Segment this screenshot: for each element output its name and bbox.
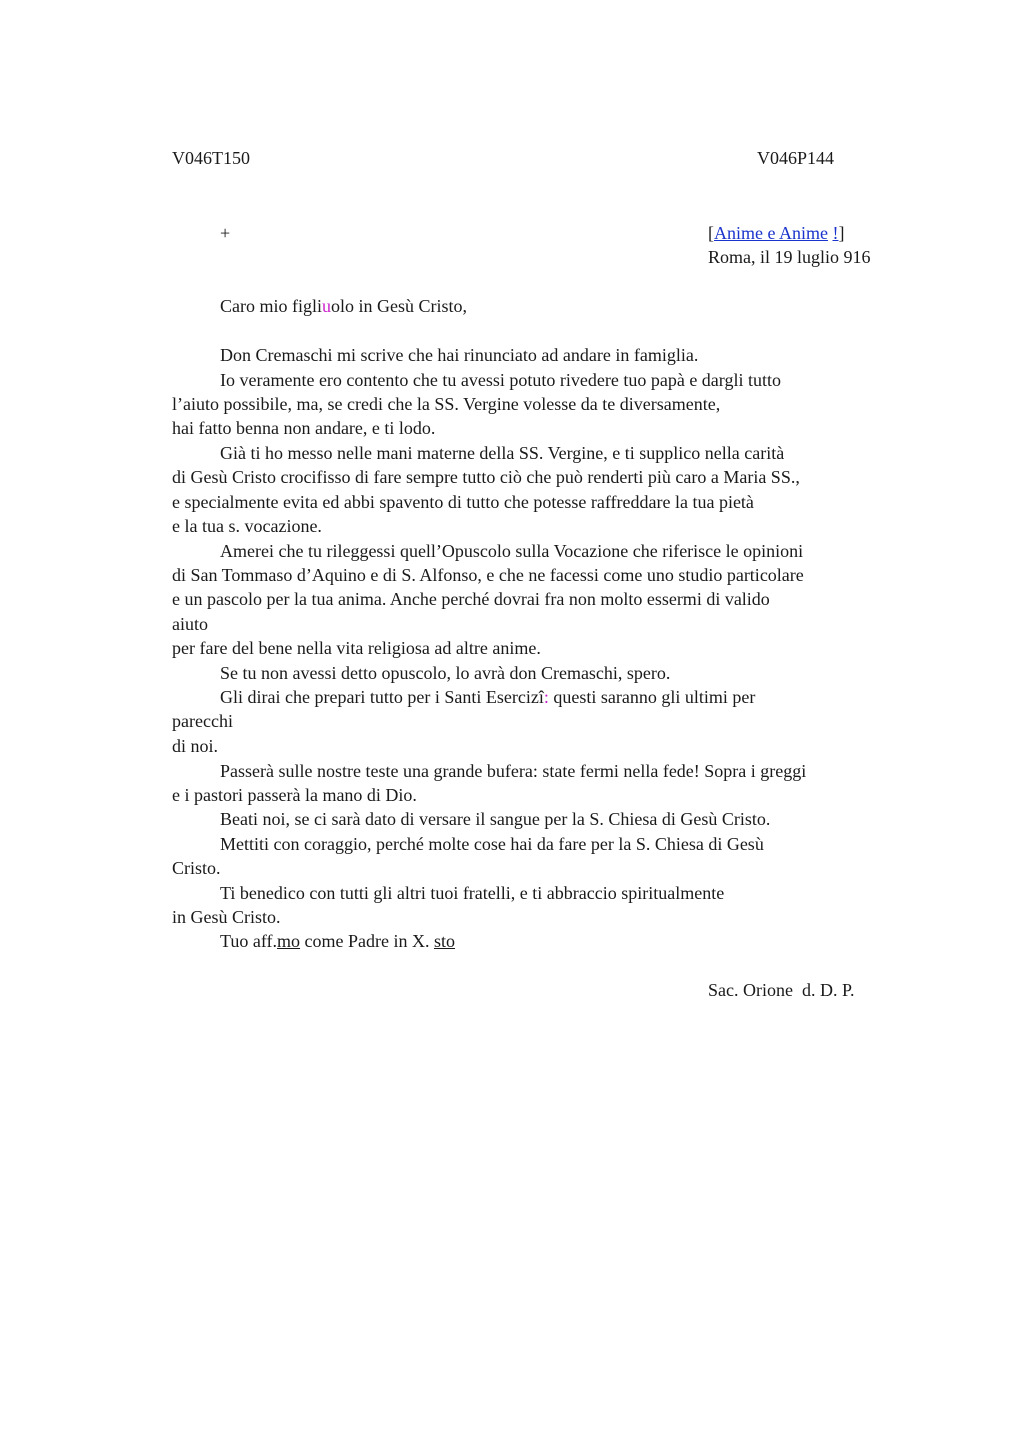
letter-line: hai fatto benna non andare, e ti lodo. bbox=[172, 418, 436, 438]
letter-line: Cristo. bbox=[172, 858, 221, 878]
salutation bbox=[220, 294, 467, 318]
letter-line: e un pascolo per la tua anima. Anche perché dovrai fra non molto essermi di valido bbox=[172, 589, 770, 609]
cross-symbol: + bbox=[220, 223, 231, 243]
line-text: Gli dirai che prepari tutto per i Santi Esercizî bbox=[220, 687, 544, 707]
letter-line: Io veramente ero contento che tu avessi potuto rivedere tuo papà e dargli tutto bbox=[220, 370, 781, 390]
letter-line: Mettiti con coraggio, perché molte cose hai da fare per la S. Chiesa di Gesù bbox=[220, 834, 764, 854]
letter-line: e la tua s. vocazione. bbox=[172, 516, 322, 536]
bracket-open: [ bbox=[708, 223, 714, 243]
closing-line bbox=[220, 929, 455, 953]
closing-underlined-mo: mo bbox=[277, 931, 301, 951]
letter-line: di San Tommaso d’Aquino e di S. Alfonso, e che ne facessi come uno studio particolare bbox=[172, 565, 804, 585]
letter-line: di Gesù Cristo crocifisso di fare sempre tutto ciò che può renderti più caro a Maria SS., bbox=[172, 467, 800, 487]
letter-line: l’aiuto possibile, ma, se credi che la SS. Vergine volesse da te diversamente, bbox=[172, 394, 721, 414]
header-code-left: V046T150 bbox=[172, 148, 250, 168]
letter-line: Amerei che tu rileggessi quell’Opuscolo sulla Vocazione che riferisce le opinioni bbox=[220, 541, 804, 561]
letter-line: e i pastori passerà la mano di Dio. bbox=[172, 785, 417, 805]
letter-line: aiuto bbox=[172, 614, 208, 634]
letter-line: per fare del bene nella vita religiosa ad altre anime. bbox=[172, 638, 541, 658]
title-exclamation[interactable]: ! bbox=[832, 223, 839, 243]
letter-line: di noi. bbox=[172, 736, 219, 756]
title-link[interactable]: Anime e Anime bbox=[714, 223, 828, 243]
letter-line: Beati noi, se ci sarà dato di versare il sangue per la S. Chiesa di Gesù Cristo. bbox=[220, 809, 771, 829]
letter-line: parecchi bbox=[172, 711, 233, 731]
closing-underlined-sto: sto bbox=[434, 931, 456, 951]
closing-text: Tuo aff. bbox=[220, 931, 278, 951]
letter-line: Don Cremaschi mi scrive che hai rinunciato ad andare in famiglia. bbox=[220, 345, 699, 365]
letter-title bbox=[708, 221, 844, 245]
salutation-before: Caro mio figli bbox=[220, 296, 322, 316]
salutation-highlight: u bbox=[322, 296, 331, 316]
place-date: Roma, il 19 luglio 916 bbox=[708, 247, 871, 267]
highlighted-colon: : bbox=[543, 687, 549, 707]
letter-line: in Gesù Cristo. bbox=[172, 907, 281, 927]
signature: Sac. Orione d. D. P. bbox=[708, 980, 855, 1000]
letter-line: Ti benedico con tutti gli altri tuoi fratelli, e ti abbraccio spiritualmente bbox=[220, 883, 725, 903]
letter-line bbox=[220, 685, 755, 709]
line-text: questi saranno gli ultimi per bbox=[548, 687, 756, 707]
bracket-close: ] bbox=[838, 223, 845, 243]
closing-text: come Padre in X. bbox=[300, 931, 434, 951]
letter-line: e specialmente evita ed abbi spavento di tutto che potesse raffreddare la tua pietà bbox=[172, 492, 754, 512]
header-code-right: V046P144 bbox=[757, 148, 835, 168]
letter-line: Già ti ho messo nelle mani materne della SS. Vergine, e ti supplico nella carità bbox=[220, 443, 785, 463]
salutation-after: olo in Gesù Cristo, bbox=[331, 296, 468, 316]
letter-line: Se tu non avessi detto opuscolo, lo avrà don Cremaschi, spero. bbox=[220, 663, 671, 683]
letter-line: Passerà sulle nostre teste una grande bufera: state fermi nella fede! Sopra i greggi bbox=[220, 761, 807, 781]
